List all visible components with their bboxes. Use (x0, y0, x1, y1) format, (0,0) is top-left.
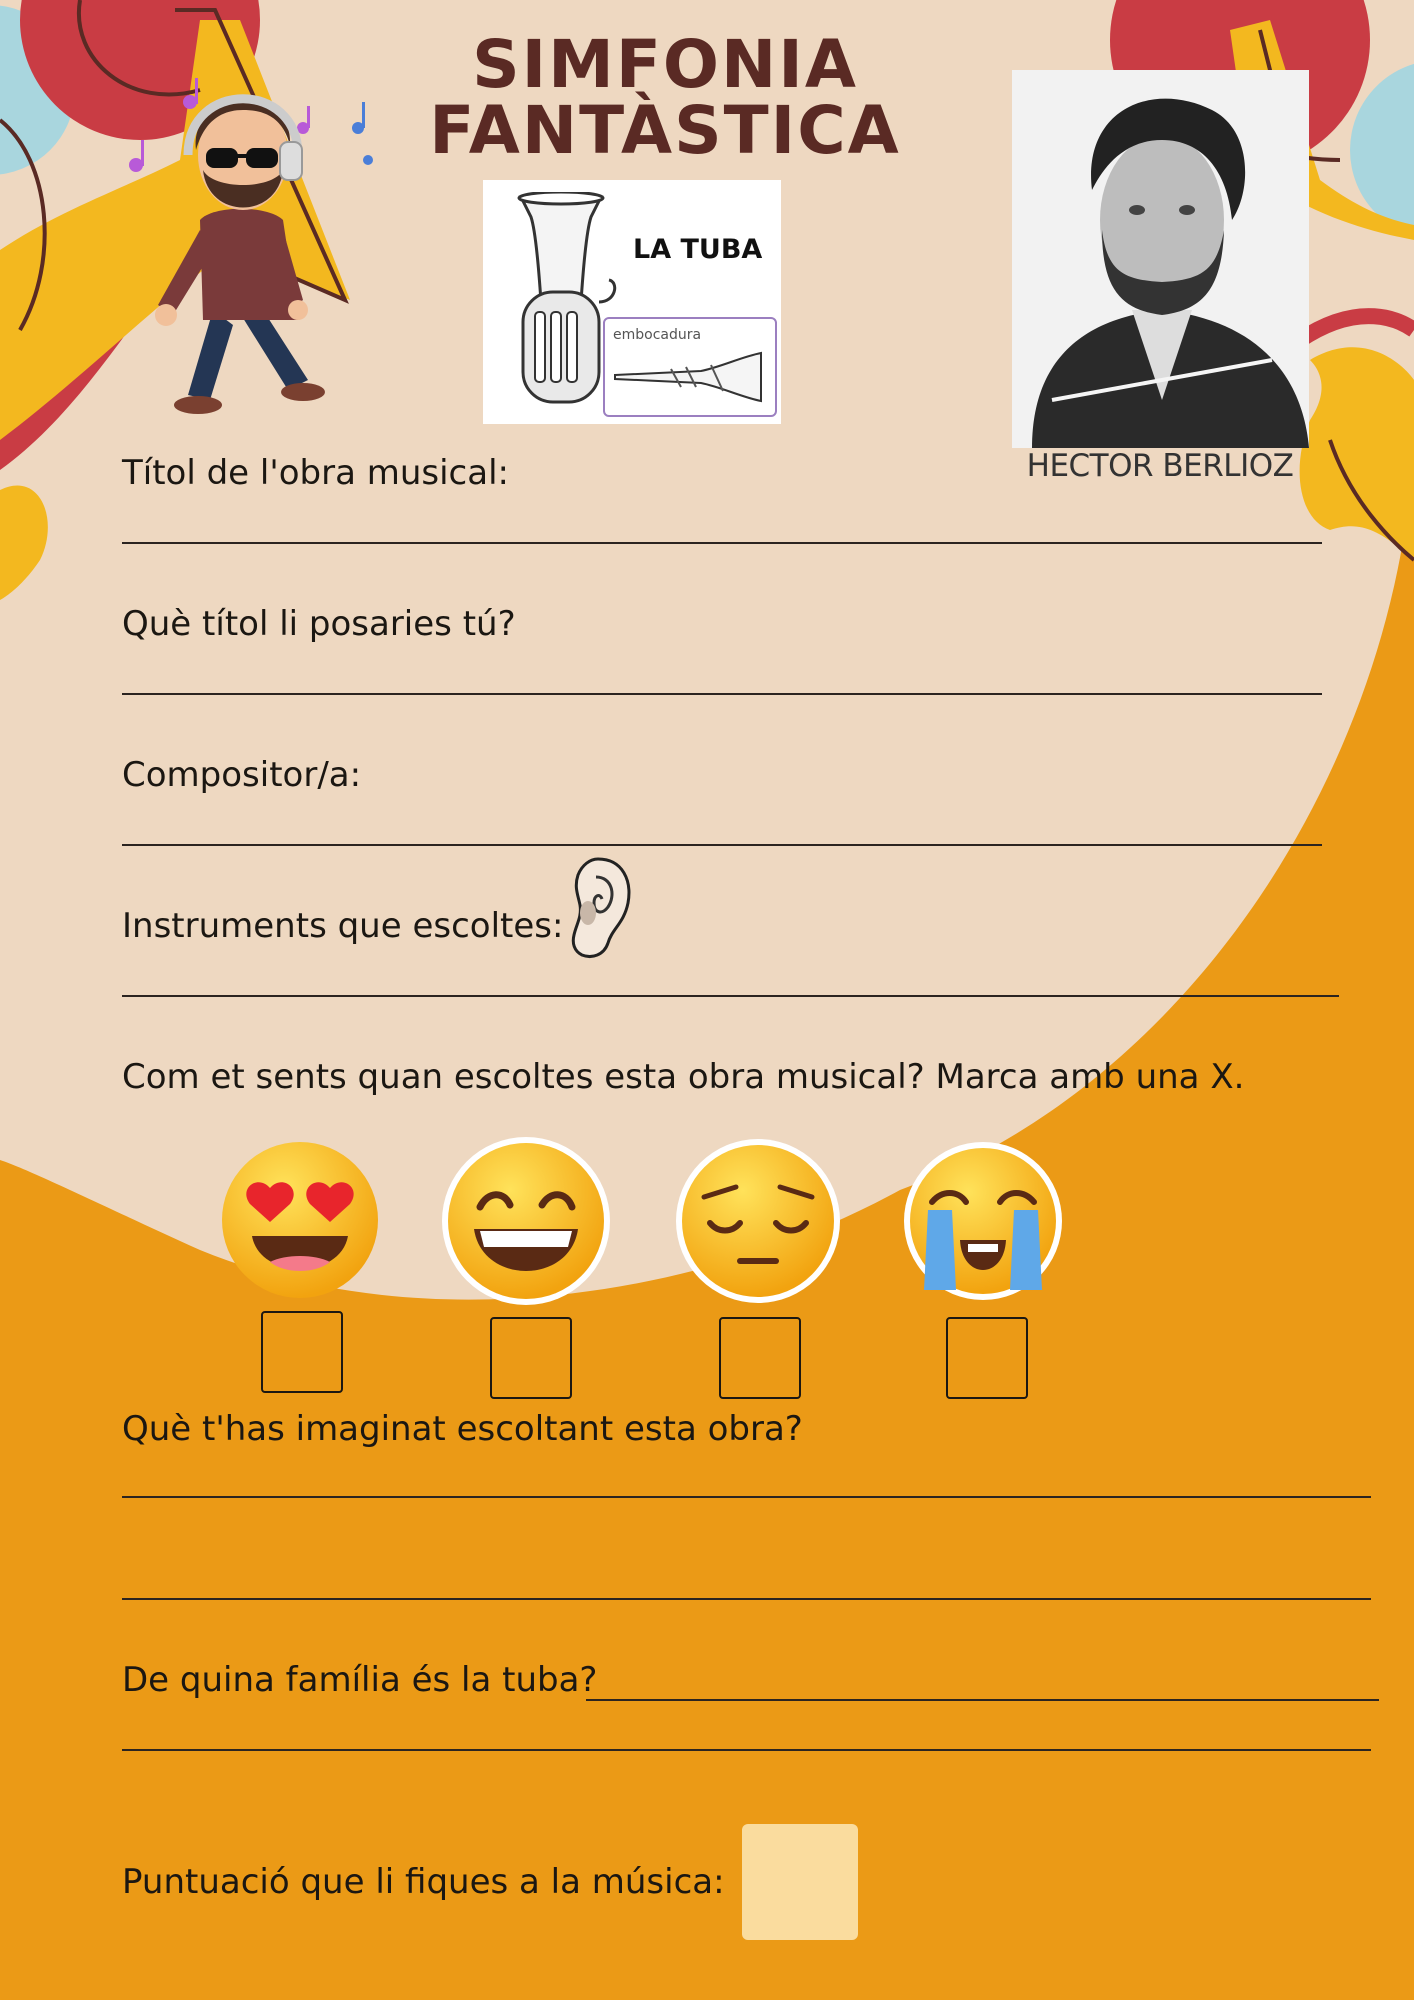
checkbox-crying[interactable] (946, 1317, 1028, 1399)
answer-line-work-title[interactable] (122, 542, 1322, 544)
answer-line-tuba-family[interactable] (122, 1749, 1371, 1751)
question-instruments: Instruments que escoltes: (122, 906, 564, 946)
question-score: Puntuació que li fiques a la música: (122, 1862, 725, 1902)
tuba-card (483, 180, 781, 424)
portrait-image (1012, 70, 1309, 448)
ear-icon (568, 855, 634, 963)
question-composer: Compositor/a: (122, 755, 362, 795)
heart-eyes-emoji-icon (220, 1140, 380, 1300)
answer-line-imagined-2[interactable] (122, 1598, 1371, 1600)
mouthpiece-label: embocadura (613, 327, 702, 343)
answer-line-instruments[interactable] (122, 995, 1339, 997)
checkbox-grinning[interactable] (490, 1317, 572, 1399)
question-work-title: Títol de l'obra musical: (122, 453, 509, 493)
title-line-1: SIMFONIA (472, 26, 858, 103)
mouthpiece-box (603, 317, 777, 417)
title-line-2: FANTÀSTICA (429, 92, 901, 169)
page-title (380, 26, 950, 169)
grinning-emoji-icon (440, 1135, 612, 1307)
answer-line-composer[interactable] (122, 844, 1322, 846)
avatar (118, 70, 418, 440)
checkbox-heart-eyes[interactable] (261, 1311, 343, 1393)
answer-line-imagined-1[interactable] (122, 1496, 1371, 1498)
question-feeling: Com et sents quan escoltes esta obra musical? Marca amb una X. (122, 1057, 1245, 1097)
crying-emoji-icon (902, 1140, 1064, 1302)
question-your-title: Què títol li posaries tú? (122, 604, 516, 644)
tuba-label: LA TUBA (633, 234, 763, 265)
question-tuba-family: De quina família és la tuba? (122, 1660, 598, 1700)
answer-line-tuba-family-inline[interactable] (586, 1699, 1379, 1701)
answer-line-your-title[interactable] (122, 693, 1322, 695)
score-box[interactable] (742, 1824, 858, 1940)
composer-portrait (1012, 70, 1309, 448)
pensive-emoji-icon (674, 1137, 842, 1305)
mouthpiece-icon (611, 347, 769, 407)
portrait-caption: HECTOR BERLIOZ (1026, 448, 1294, 484)
question-imagined: Què t'has imaginat escoltant esta obra? (122, 1409, 803, 1449)
checkbox-pensive[interactable] (719, 1317, 801, 1399)
